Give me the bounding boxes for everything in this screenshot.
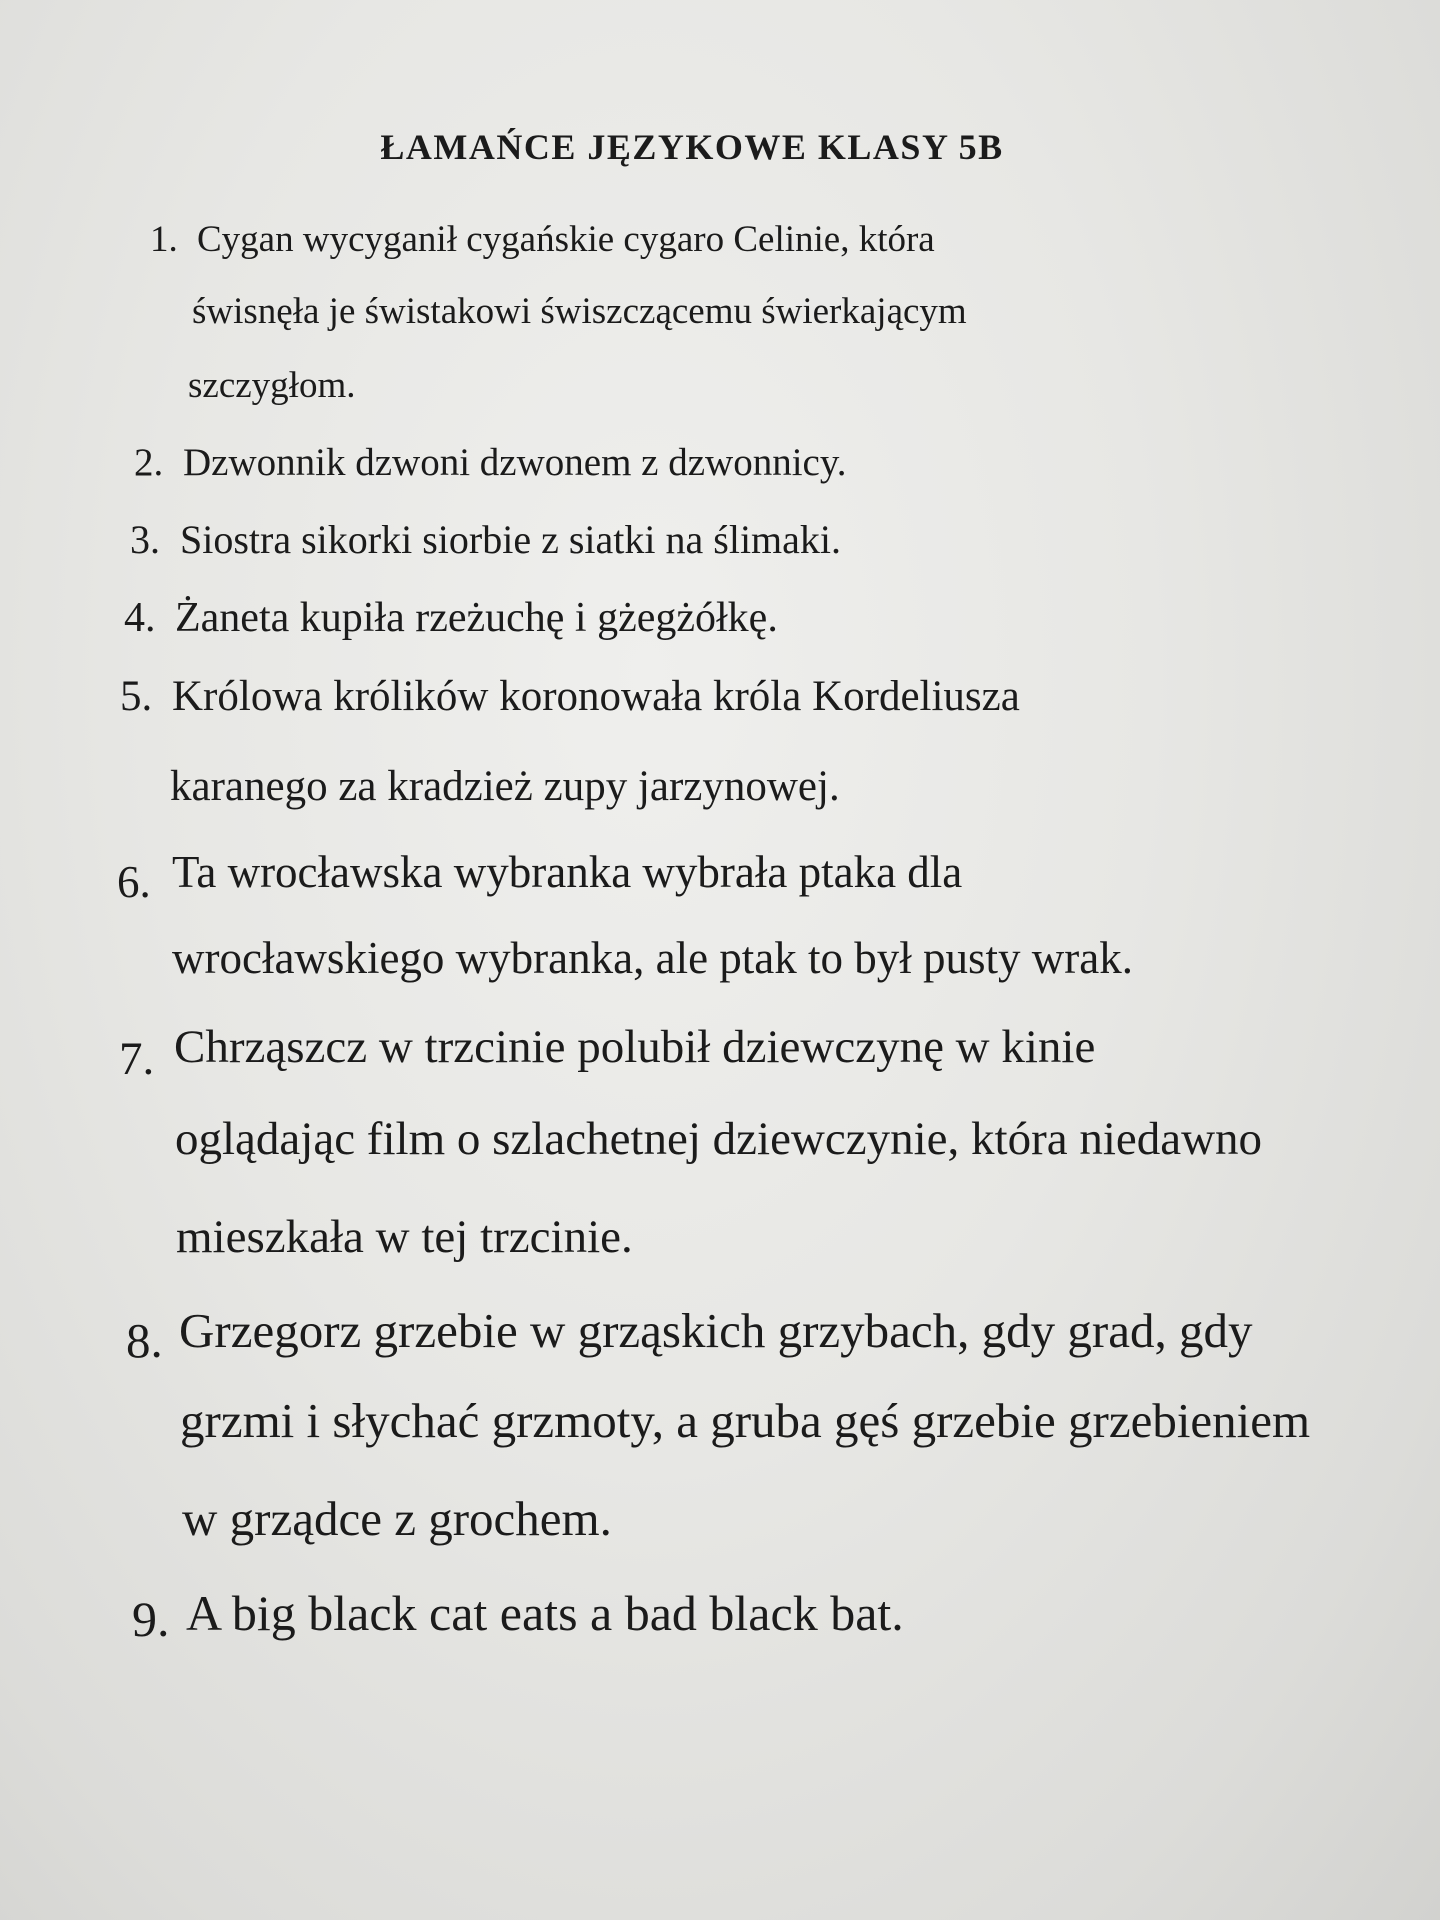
list-item-3-line-1: Siostra sikorki siorbie z siatki na ślimaki. <box>180 517 842 562</box>
list-item-8-number: 8. <box>126 1313 163 1368</box>
list-item-7-line-3: mieszkała w tej trzcinie. <box>176 1211 633 1263</box>
list-item-6-number: 6. <box>117 857 151 907</box>
list-item-3-number: 3. <box>130 517 160 562</box>
list-item-9-line-1: A big black cat eats a bad black bat. <box>186 1585 904 1641</box>
list-item-7-number: 7. <box>119 1033 155 1085</box>
list-item-1-line-1: Cygan wycyganił cygańskie cygaro Celinie, która <box>197 219 935 260</box>
list-item-5-line-2: karanego za kradzież zupy jarzynowej. <box>170 763 840 810</box>
list-item-4-number: 4. <box>124 595 156 641</box>
list-item-8-line-2: grzmi i słychać grzmoty, a gruba gęś grzebie grzebieniem <box>180 1393 1311 1448</box>
document-title: ŁAMAŃCE JĘZYKOWE KLASY 5B <box>380 127 1004 167</box>
list-item-4-line-1: Żaneta kupiła rzeżuchę i gżegżółkę. <box>175 595 778 641</box>
list-item-1-number: 1. <box>150 219 178 260</box>
list-item-7-line-1: Chrząszcz w trzcinie polubił dziewczynę w kinie <box>174 1021 1096 1073</box>
list-item-1-line-2: świsnęła je świstakowi świszczącemu świerkającym <box>192 291 967 332</box>
list-item-5-line-1: Królowa królików koronowała króla Kordeliusza <box>172 673 1020 720</box>
list-item-8-line-1: Grzegorz grzebie w grząskich grzybach, gdy grad, gdy <box>179 1303 1253 1358</box>
list-item-6-line-2: wrocławskiego wybranka, ale ptak to był pusty wrak. <box>172 933 1133 983</box>
list-item-6-line-1: Ta wrocławska wybranka wybrała ptaka dla <box>172 847 963 897</box>
list-item-7-line-2: oglądając film o szlachetnej dziewczynie, która niedawno <box>175 1113 1263 1165</box>
list-item-9-number: 9. <box>132 1591 170 1647</box>
list-item-8-line-3: w grządce z grochem. <box>182 1491 612 1546</box>
list-item-2-line-1: Dzwonnik dzwoni dzwonem z dzwonnicy. <box>183 441 847 484</box>
list-item-5-number: 5. <box>120 673 153 720</box>
list-item-1-line-3: szczygłom. <box>188 365 356 406</box>
list-item-2-number: 2. <box>134 441 164 484</box>
